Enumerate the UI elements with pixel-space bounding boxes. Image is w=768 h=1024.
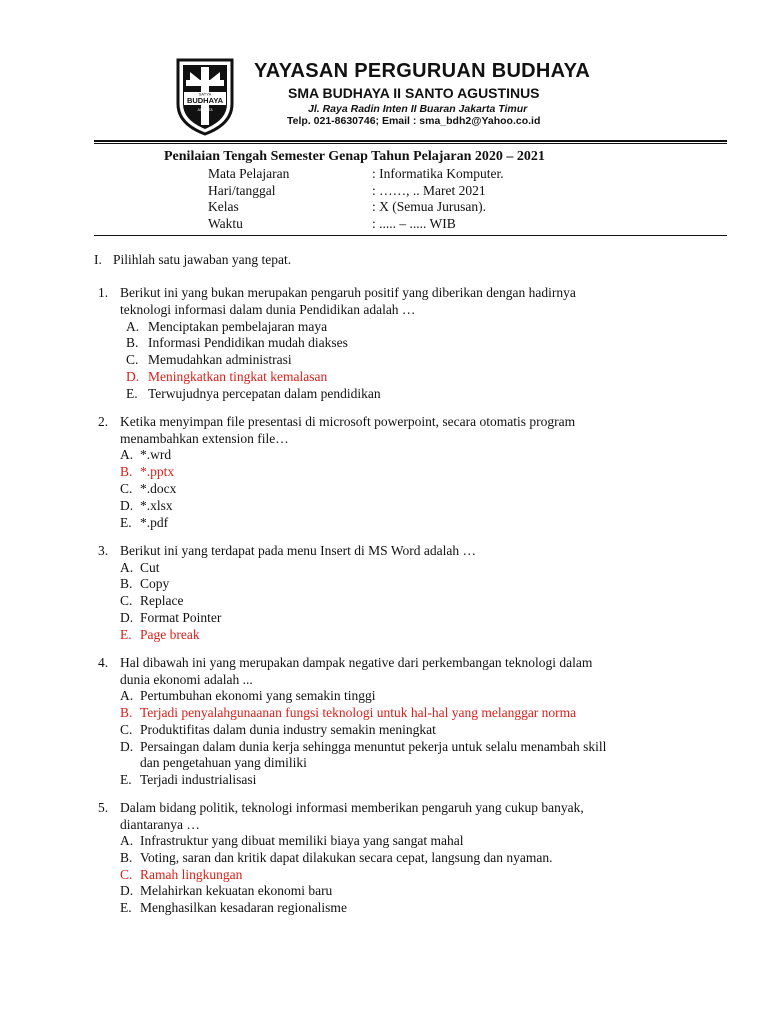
question-text: teknologi informasi dalam dunia Pendidikan adalah … — [120, 302, 416, 317]
option-letter: D. — [120, 883, 134, 898]
logo-city-text: JAKARTA — [197, 108, 213, 112]
school-logo — [176, 58, 234, 136]
option-letter: B. — [120, 850, 133, 865]
option-text-correct: Meningkatkan tingkat kemalasan — [148, 369, 328, 384]
question-text: dunia ekonomi adalah ... — [120, 672, 253, 687]
question-text: Ketika menyimpan file presentasi di microsoft powerpoint, secara otomatis program — [120, 414, 576, 429]
option-letter: C. — [126, 352, 139, 367]
exam-title: Penilaian Tengah Semester Genap Tahun Pelajaran 2020 – 2021 — [164, 149, 545, 164]
letterhead-divider — [94, 140, 727, 142]
option-letter: C. — [120, 593, 133, 608]
option-text: Infrastruktur yang dibuat memiliki biaya yang sangat mahal — [140, 833, 464, 848]
question-text: menambahkan extension file… — [120, 431, 289, 446]
option-text-correct: Page break — [140, 627, 200, 642]
info-value: : ……, .. Maret 2021 — [372, 183, 486, 198]
option-letter-correct: B. — [120, 705, 133, 720]
option-text: Copy — [140, 576, 170, 591]
option-text: Persaingan dalam dunia kerja sehingga menuntut pekerja untuk selalu menambah skill — [140, 739, 607, 754]
option-letter: C. — [120, 481, 133, 496]
school-name: SMA BUDHAYA II SANTO AGUSTINUS — [288, 85, 540, 101]
option-letter-correct: E. — [120, 627, 132, 642]
option-text: *.xlsx — [140, 498, 173, 513]
option-text-correct: Terjadi penyalahgunaanan fungsi teknologi untuk hal-hal yang melanggar norma — [140, 705, 577, 720]
letterhead-divider-thin — [94, 143, 727, 144]
logo-small-text: SATYA — [198, 91, 212, 97]
question-text: Berikut ini yang bukan merupakan pengaruh positif yang diberikan dengan hadirnya — [120, 285, 576, 300]
school-contact: Telp. 021-8630746; Email : sma_bdh2@Yahoo.co.id — [287, 115, 541, 127]
info-value: : Informatika Komputer. — [372, 166, 504, 181]
option-letter: B. — [126, 335, 139, 350]
question-number: 2. — [98, 414, 109, 429]
option-letter: E. — [126, 386, 138, 401]
option-text-correct: Ramah lingkungan — [140, 867, 243, 882]
option-text: Voting, saran dan kritik dapat dilakukan secara cepat, langsung dan nyaman. — [140, 850, 553, 865]
foundation-name: YAYASAN PERGURUAN BUDHAYA — [254, 60, 591, 82]
logo-text: BUDHAYA — [186, 96, 224, 105]
option-text: Format Pointer — [140, 610, 222, 625]
option-letter: D. — [120, 498, 134, 513]
option-letter: D. — [120, 610, 134, 625]
option-letter: E. — [120, 900, 132, 915]
option-text: Memudahkan administrasi — [148, 352, 292, 367]
info-value: : ..... – ..... WIB — [372, 216, 456, 231]
option-letter: A. — [120, 447, 134, 462]
option-text: *.wrd — [140, 447, 172, 462]
school-address: Jl. Raya Radin Inten II Buaran Jakarta Timur — [308, 103, 528, 115]
question-text: diantaranya … — [120, 817, 200, 832]
option-text: Replace — [140, 593, 184, 608]
question-text: Hal dibawah ini yang merupakan dampak negative dari perkembangan teknologi dalam — [120, 655, 593, 670]
info-label: Waktu — [208, 216, 243, 231]
option-text: Terwujudnya percepatan dalam pendidikan — [148, 386, 381, 401]
option-text: Produktifitas dalam dunia industry semakin meningkat — [140, 722, 436, 737]
info-label: Kelas — [208, 199, 239, 214]
info-label: Mata Pelajaran — [208, 166, 290, 181]
option-text: Pertumbuhan ekonomi yang semakin tinggi — [140, 688, 376, 703]
option-letter: E. — [120, 772, 132, 787]
section-number: I. — [94, 252, 102, 267]
header-divider — [94, 235, 727, 236]
info-value: : X (Semua Jurusan). — [372, 199, 486, 214]
option-letter-correct: D. — [126, 369, 140, 384]
question-number: 3. — [98, 543, 109, 558]
option-text: Melahirkan kekuatan ekonomi baru — [140, 883, 333, 898]
question-text: Dalam bidang politik, teknologi informasi memberikan pengaruh yang cukup banyak, — [120, 800, 584, 815]
option-letter: E. — [120, 515, 132, 530]
option-letter: A. — [120, 833, 134, 848]
option-letter: D. — [120, 739, 134, 754]
section-instruction: Pilihlah satu jawaban yang tepat. — [113, 252, 292, 267]
info-label: Hari/tanggal — [208, 183, 276, 198]
option-text: Menghasilkan kesadaran regionalisme — [140, 900, 347, 915]
option-letter: B. — [120, 576, 133, 591]
option-letter-correct: C. — [120, 867, 133, 882]
option-letter: C. — [120, 722, 133, 737]
option-text-continuation: dan pengetahuan yang dimiliki — [140, 755, 307, 770]
option-text: Terjadi industrialisasi — [140, 772, 257, 787]
option-text-correct: *.pptx — [140, 464, 175, 479]
option-text: Menciptakan pembelajaran maya — [148, 319, 328, 334]
option-letter-correct: B. — [120, 464, 133, 479]
question-text: Berikut ini yang terdapat pada menu Insert di MS Word adalah … — [120, 543, 476, 558]
question-number: 5. — [98, 800, 109, 815]
option-text: *.docx — [140, 481, 177, 496]
option-text: Cut — [140, 560, 160, 575]
option-letter: A. — [120, 688, 134, 703]
option-text: *.pdf — [140, 515, 169, 530]
question-number: 4. — [98, 655, 109, 670]
option-text: Informasi Pendidikan mudah diakses — [148, 335, 348, 350]
option-letter: A. — [120, 560, 134, 575]
option-letter: A. — [126, 319, 140, 334]
question-number: 1. — [98, 285, 109, 300]
